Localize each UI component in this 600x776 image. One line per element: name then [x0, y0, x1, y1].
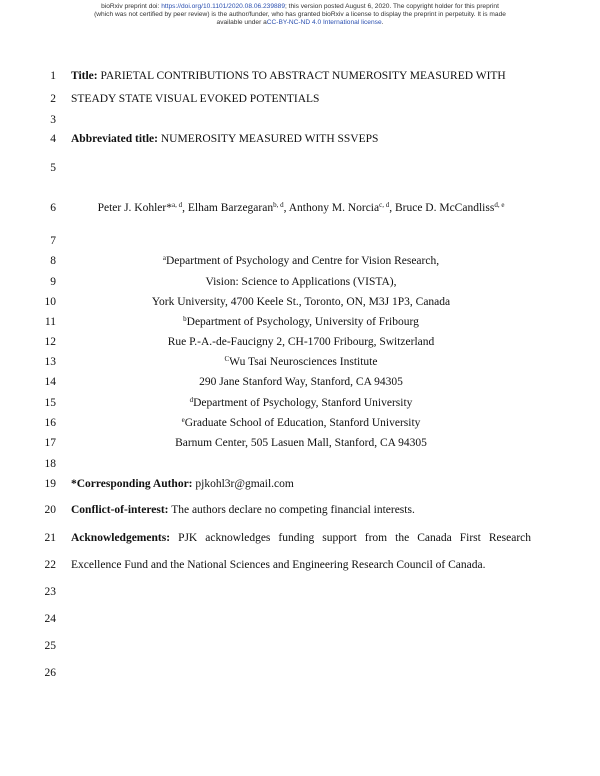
acknowledgements-line-2: Excellence Fund and the National Sciences and Engineering Research Council of Canada. [71, 559, 486, 571]
corresponding-author-label: *Corresponding Author: [71, 478, 193, 490]
title-line-1 [71, 69, 506, 83]
line-number: 19 [44, 478, 56, 490]
acknowledgements-line-1: Acknowledgements: PJK acknowledges funding support from the Canada First Research [71, 532, 531, 544]
line-number: 18 [44, 458, 56, 470]
line-number: 13 [44, 356, 56, 368]
abbreviated-title [71, 132, 378, 146]
author-name: Elham Barzegaran [187, 202, 274, 214]
corresponding-author-email: pjkohl3r@gmail.com [195, 478, 294, 490]
title-line-2: STEADY STATE VISUAL EVOKED POTENTIALS [71, 93, 320, 105]
affiliation-line: $^d$Department of Psychology, Stanford University [189, 396, 413, 409]
line-number: 22 [44, 559, 56, 571]
line-number: 14 [44, 376, 56, 388]
affiliation-line: $^C$Wu Tsai Neurosciences Institute [224, 355, 378, 368]
affiliation-line: $^b$Department of Psychology, University of Fribourg [183, 315, 419, 328]
conflict-of-interest [71, 503, 415, 517]
author-name: Anthony M. Norcia [288, 202, 380, 214]
line-number: 8 [50, 255, 56, 267]
line-number: 10 [44, 296, 56, 308]
line-number: 20 [44, 504, 56, 516]
conflict-of-interest-text: The authors declare no competing financial interests. [171, 504, 415, 516]
line-number: 5 [50, 162, 56, 174]
affiliation-line: Vision: Science to Applications (VISTA), [205, 276, 397, 288]
line-number: 23 [44, 586, 56, 598]
line-number: 21 [44, 532, 56, 544]
affiliation-line: $^a$Department of Psychology and Centre for Vision Research, [162, 254, 440, 267]
author-list: Peter J. Kohler*$^{a, d}$, Elham Barzegaran$^{b, d}$, Anthony M. Norcia$^{c, d}$, Bruce D. McCandliss$^{d, e}$ [97, 201, 505, 214]
abbreviated-title-text: NUMEROSITY MEASURED WITH SSVEPS [160, 133, 379, 145]
line-number: 3 [50, 114, 56, 126]
banner-line-2: (which was not certified by peer review) is the author/funder, who has granted bioRxiv a license to display the preprint in perpetuity. It is made [94, 11, 506, 19]
author-name: Peter J. Kohler* [97, 202, 172, 214]
affiliation-line: Barnum Center, 505 Lasuen Mall, Stanford, CA 94305 [175, 437, 427, 449]
affiliation-line: $^e$Graduate School of Education, Stanford University [181, 416, 421, 429]
affiliation-line: Rue P.-A.-de-Faucigny 2, CH-1700 Fribourg, Switzerland [167, 336, 435, 348]
license-link[interactable]: CC-BY-NC-ND 4.0 International license [266, 19, 382, 27]
banner-line-3: available under aCC-BY-NC-ND 4.0 International license. [216, 19, 384, 27]
line-number: 16 [44, 417, 56, 429]
line-number: 24 [44, 613, 56, 625]
author-affiliation-mark: c, d [379, 201, 390, 209]
conflict-of-interest-label: Conflict-of-interest: [71, 504, 169, 516]
line-number: 17 [44, 437, 56, 449]
author-name: Bruce D. McCandliss [394, 202, 495, 214]
affiliation-line: 290 Jane Stanford Way, Stanford, CA 94305 [199, 376, 403, 388]
acknowledgements-label: Acknowledgements: [71, 532, 171, 544]
line-number: 26 [44, 667, 56, 679]
title-label: Title: [71, 70, 98, 82]
doi-link[interactable]: https://doi.org/10.1101/2020.08.06.239889 [161, 3, 285, 10]
line-number: 15 [44, 397, 56, 409]
line-number: 6 [50, 202, 56, 214]
line-number: 25 [44, 640, 56, 652]
line-number: 12 [44, 336, 56, 348]
line-number: 4 [50, 133, 56, 145]
line-number: 7 [50, 235, 56, 247]
abbreviated-title-label: Abbreviated title: [71, 133, 158, 145]
banner-line-1: bioRxiv preprint doi: https://doi.org/10.1101/2020.08.06.239889; this version posted August 6, 2020. The copyright holder for this preprint [101, 3, 499, 10]
corresponding-author [71, 477, 294, 491]
line-number: 11 [44, 316, 56, 328]
author-affiliation-mark: b, d [273, 201, 284, 209]
affiliation-line: York University, 4700 Keele St., Toronto, ON, M3J 1P3, Canada [151, 296, 451, 308]
author-affiliation-mark: a, d [171, 201, 183, 209]
line-number: 9 [50, 276, 56, 288]
line-number: 1 [50, 70, 56, 82]
line-number: 2 [50, 93, 56, 105]
author-affiliation-mark: d, e [494, 201, 505, 209]
preprint-banner [0, 3, 600, 28]
title-text: PARIETAL CONTRIBUTIONS TO ABSTRACT NUMEROSITY MEASURED WITH [100, 70, 506, 82]
